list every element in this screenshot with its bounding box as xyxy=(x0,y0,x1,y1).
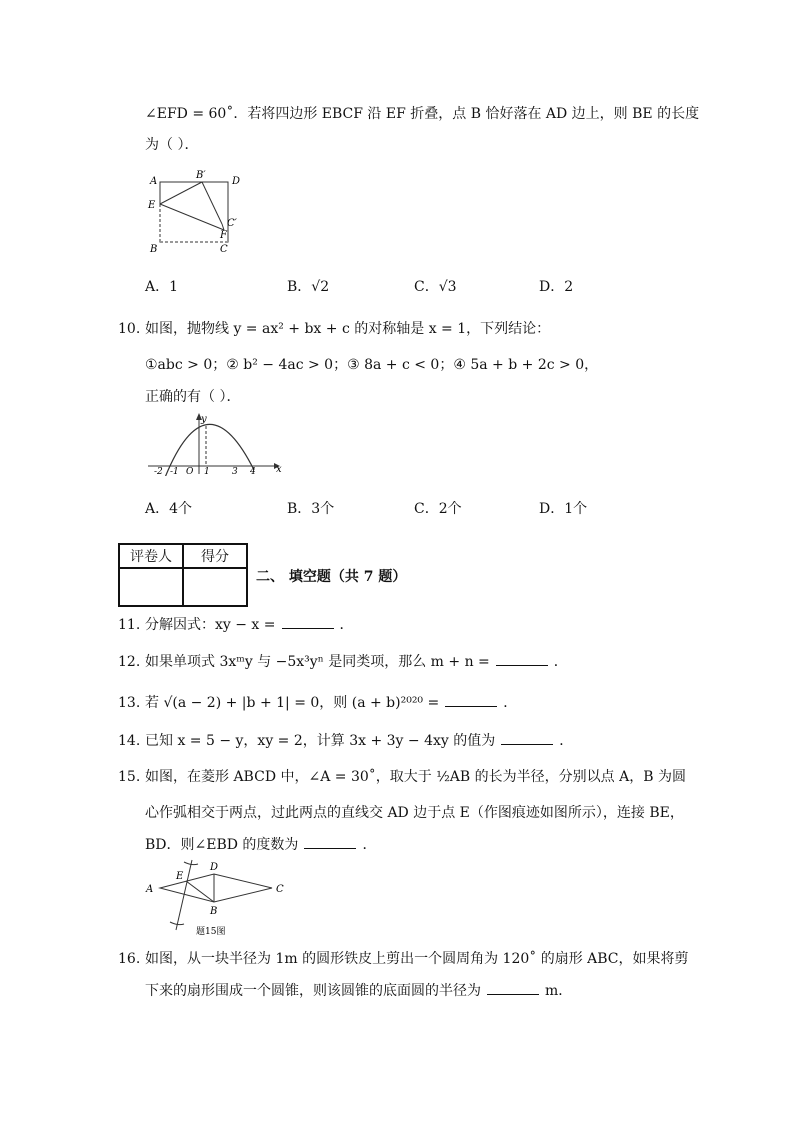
q9-label-F: F xyxy=(220,230,227,241)
q9-option-c[interactable]: C．√3 xyxy=(414,279,457,295)
q16-text-line2: 下来的扇形围成一个圆锥，则该圆锥的底面圆的半径为 xyxy=(145,983,481,999)
q9-label-D: D xyxy=(232,176,241,187)
q15-figure-caption: 题15图 xyxy=(196,927,226,937)
q10-tick-4: 4 xyxy=(250,467,256,476)
q10-option-d[interactable]: D．1个 xyxy=(539,501,588,517)
q15-label-C: C xyxy=(276,884,284,895)
score-table-grader-header: 评卷人 xyxy=(119,544,183,568)
q10-line1 xyxy=(118,318,550,338)
q12-text: 如果单项式 3xᵐy 与 −5x³yⁿ 是同类项，那么 m + n = xyxy=(145,654,490,670)
q9-segment-EB1 xyxy=(160,182,202,204)
q12 xyxy=(118,651,568,671)
q14-number: 14. xyxy=(118,733,141,749)
q10-text-line1: 如图，抛物线 y = ax² + bx + c 的对称轴是 x = 1，下列结论： xyxy=(145,321,551,337)
score-table-grader-cell[interactable] xyxy=(119,568,183,606)
q16-text-line1: 如图，从一块半径为 1m 的圆形铁皮上剪出一个圆周角为 120˚ 的扇形 ABC，如果将剪 xyxy=(145,951,689,967)
score-table-score-cell[interactable] xyxy=(183,568,247,606)
q15-text-line2: 心作弧相交于两点，过此两点的直线交 AD 边于点 E（作图痕迹如图所示），连接 BE， xyxy=(145,805,684,821)
q15-label-B: B xyxy=(210,906,218,917)
q13-number: 13. xyxy=(118,695,141,711)
q11-end: ． xyxy=(339,617,354,633)
q10-tick-3: 3 xyxy=(232,467,238,476)
q10-tick-1: 1 xyxy=(204,467,210,476)
q16-line1 xyxy=(118,948,689,968)
q15-label-D: D xyxy=(210,862,219,873)
q9-option-a[interactable]: A．1 xyxy=(145,279,179,295)
q16-answer-blank[interactable] xyxy=(487,982,539,995)
q13-answer-blank[interactable] xyxy=(445,694,497,707)
score-table xyxy=(118,543,248,607)
q9-figure-rectangle-fold xyxy=(140,168,250,256)
q14-answer-blank[interactable] xyxy=(501,732,553,745)
q15-text-line1: 如图，在菱形 ABCD 中，∠A = 30˚，取大于 ½AB 的长为半径，分别以点 A，B 为圆 xyxy=(145,769,686,785)
q10-tick-neg2: -2 xyxy=(154,467,163,476)
q10-number: 10. xyxy=(118,321,141,337)
q9-text-line1: ∠EFD = 60˚．若将四边形 EBCF 沿 EF 折叠，点 B 恰好落在 AD 边上，则 BE 的长度 xyxy=(145,106,700,122)
q14-end: ． xyxy=(559,733,574,749)
q15-text-line3: BD．则∠EBD 的度数为 xyxy=(145,837,299,853)
q11-answer-blank[interactable] xyxy=(282,616,334,629)
score-table-score-header: 得分 xyxy=(183,544,247,568)
q11 xyxy=(118,614,354,634)
q10-text-line3: 正确的有（ ）． xyxy=(145,389,241,405)
q9-label-B1: B′ xyxy=(196,170,206,181)
q16-line2 xyxy=(145,980,572,1000)
q11-number: 11. xyxy=(118,617,141,633)
q9-label-C1: C′ xyxy=(227,218,237,229)
q9-label-E: E xyxy=(148,200,156,211)
q9-label-B: B xyxy=(150,244,158,255)
q10-tick-neg1: -1 xyxy=(170,467,179,476)
q14-text: 已知 x = 5 − y，xy = 2，计算 3x + 3y − 4xy 的值为 xyxy=(145,733,496,749)
q10-label-y: y xyxy=(201,414,207,425)
q9-label-C: C xyxy=(220,244,228,255)
q15-number: 15. xyxy=(118,769,141,785)
q10-option-a[interactable]: A．4个 xyxy=(145,501,193,517)
q13 xyxy=(118,692,517,712)
q15-figure-rhombus xyxy=(140,856,290,940)
q10-text-line2: ①abc > 0；② b² − 4ac > 0；③ 8a + c < 0；④ 5a + b + 2c > 0， xyxy=(145,357,599,373)
q10-option-b[interactable]: B．3个 xyxy=(287,501,335,517)
q15-arc-bottom xyxy=(170,922,184,925)
q9-option-d[interactable]: D．2 xyxy=(539,279,574,295)
q15-line3 xyxy=(145,834,376,854)
q11-text: 分解因式：xy − x = xyxy=(145,617,276,633)
q15-end: ． xyxy=(362,837,377,853)
q10-option-c[interactable]: C．2个 xyxy=(414,501,462,517)
q9-option-b[interactable]: B．√2 xyxy=(287,279,330,295)
q10-label-origin: O xyxy=(186,467,194,476)
q9-segment-B1C1 xyxy=(202,182,222,224)
q15-label-E: E xyxy=(176,871,184,882)
q14 xyxy=(118,730,573,750)
q9-label-A: A xyxy=(150,176,158,187)
q12-number: 12. xyxy=(118,654,141,670)
q12-answer-blank[interactable] xyxy=(496,653,548,666)
q10-figure-parabola xyxy=(140,410,290,476)
q13-text: 若 √(a − 2) + |b + 1| = 0，则 (a + b)²⁰²⁰ = xyxy=(145,695,440,711)
q15-line1 xyxy=(118,766,686,786)
q15-label-A: A xyxy=(146,884,154,895)
q9-rect-top-sides xyxy=(160,182,228,242)
section-heading-fill-in: 二、 填空题（共 7 题） xyxy=(256,569,407,585)
q9-text-line2: 为（ ）． xyxy=(145,137,199,153)
q13-end: ． xyxy=(503,695,518,711)
q16-end: m． xyxy=(545,983,573,999)
q16-number: 16. xyxy=(118,951,141,967)
q15-answer-blank[interactable] xyxy=(304,836,356,849)
q12-end: ． xyxy=(553,654,568,670)
q10-label-x: x xyxy=(276,464,282,475)
